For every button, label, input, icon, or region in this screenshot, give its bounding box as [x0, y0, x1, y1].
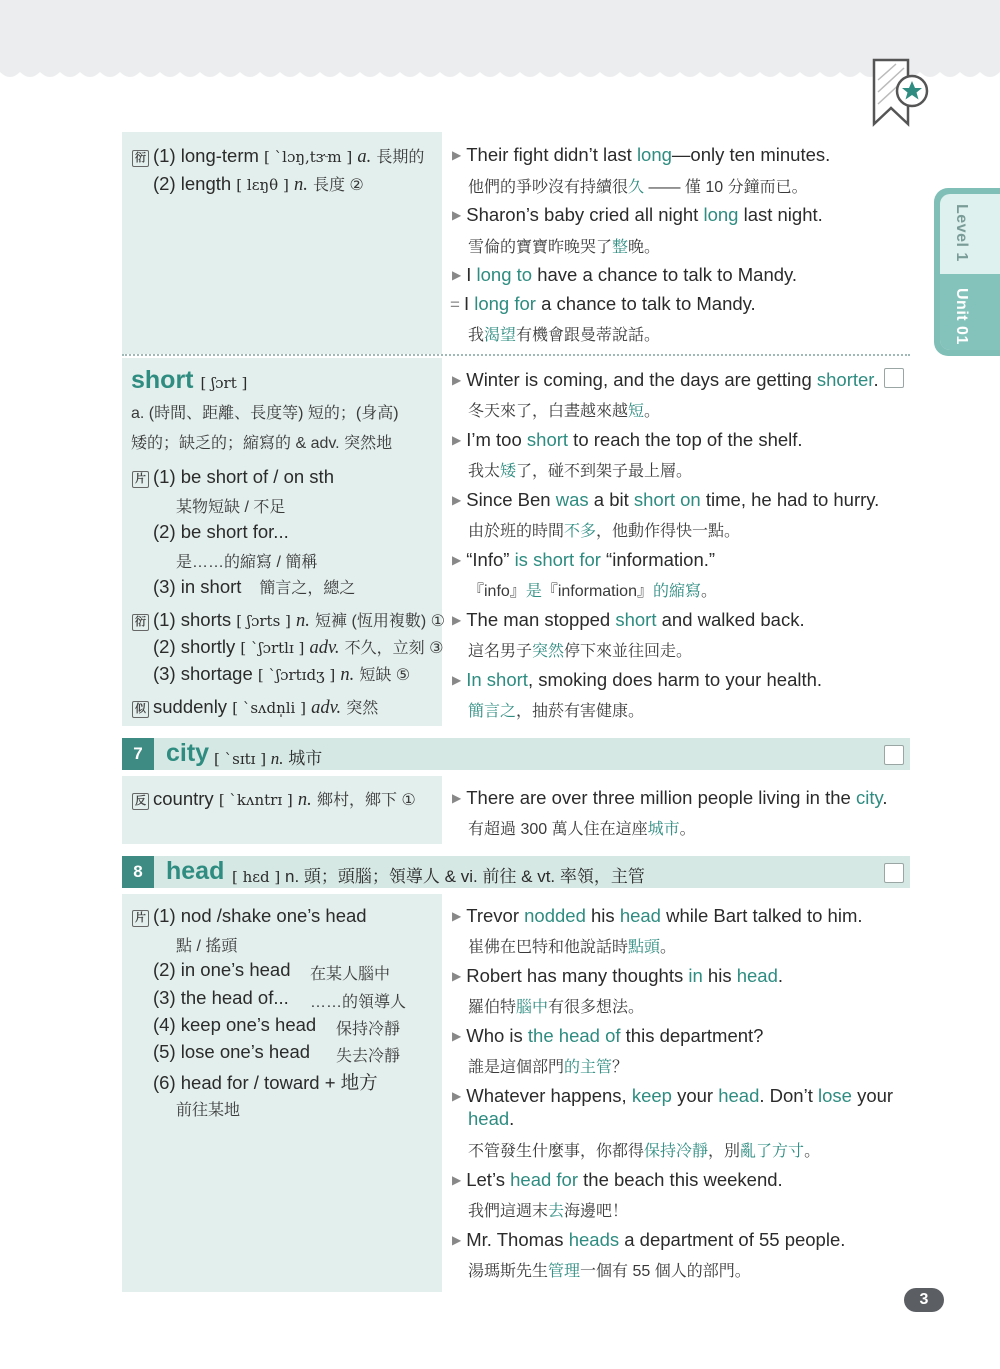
head-definition: [ hɛd ] n. 頭；頭腦；領導人 & vi. 前往 & vt. 率領，主管 — [232, 867, 645, 886]
equals-icon: = — [450, 295, 460, 314]
bullet-triangle-icon: ▶ — [452, 673, 462, 687]
city-definition: [ ˋsɪtɪ ] n. 城市 — [214, 749, 323, 768]
bullet-triangle-icon: ▶ — [452, 613, 462, 627]
phrase-line: 片 (1) be short of / on sth — [132, 466, 334, 488]
example-sentence: ▶ Mr. Thomas heads a department of 55 people. — [452, 1229, 846, 1250]
phrase-line: (3) the head of... — [153, 987, 289, 1008]
deriv-line: 衍 (1) shorts [ ʃɔrts ] n. 短褲 (恆用複數) ① — [132, 608, 445, 632]
phrase-line: (4) keep one’s head — [153, 1014, 317, 1035]
example-sentence-equivalent: = I long for a chance to talk to Mandy. — [450, 293, 756, 314]
memorized-checkbox[interactable] — [884, 863, 904, 883]
page-number: 3 — [904, 1288, 944, 1312]
bullet-triangle-icon: ▶ — [452, 791, 462, 805]
bullet-triangle-icon: ▶ — [452, 148, 462, 162]
phrase-meaning: 失去冷靜 — [336, 1048, 401, 1065]
example-sentence: ▶ Sharon’s baby cried all night long last night. — [452, 204, 823, 225]
example-translation: 由於班的時間不多，他動作得快一點。 — [468, 523, 741, 540]
example-translation: 羅伯特腦中有很多想法。 — [468, 999, 645, 1016]
phrase-meaning: ……的領導人 — [310, 994, 407, 1011]
phrase-meaning: 在某人腦中 — [310, 966, 391, 983]
bullet-triangle-icon: ▶ — [452, 1233, 462, 1247]
antonym-badge: 反 — [132, 793, 149, 810]
example-translation: 誰是這個部門的主管？ — [468, 1059, 629, 1076]
deriv-line: (2) shortly [ ˋʃɔrtlɪ ] adv. 不久，立刻 ③ — [153, 636, 444, 658]
bullet-triangle-icon: ▶ — [452, 1089, 462, 1103]
memorized-checkbox[interactable] — [884, 745, 904, 765]
example-translation: 崔佛在巴特和他說話時點頭。 — [468, 939, 677, 956]
example-sentence: ▶ Winter is coming, and the days are getting shorter. — [452, 369, 879, 390]
section-divider — [122, 354, 910, 356]
example-translation: 不管發生什麼事，你都得保持冷靜，別亂了方寸。 — [468, 1143, 821, 1160]
example-translation: 冬天來了，白晝越來越短。 — [468, 403, 661, 420]
bullet-triangle-icon: ▶ — [452, 1173, 462, 1187]
example-translation: 『info』是『information』的縮寫。 — [468, 583, 718, 600]
entry-header-city — [122, 738, 910, 770]
phrase-line: 片 (1) nod /shake one’s head — [132, 905, 367, 927]
short-definition-2: 矮的；缺乏的；縮寫的 & adv. 突然地 — [131, 435, 393, 452]
example-sentence: ▶ The man stopped short and walked back. — [452, 609, 805, 630]
bullet-triangle-icon: ▶ — [452, 969, 462, 983]
deriv-line-2: (2) length [ lɛŋθ ] n. 長度 ② — [153, 173, 364, 195]
example-sentence: ▶ Let’s head for the beach this weekend. — [452, 1169, 783, 1190]
headword-city: city — [166, 739, 210, 767]
synonym-badge: 似 — [132, 701, 149, 718]
entry-header-head — [122, 856, 910, 888]
deriv-line: (3) shortage [ ˋʃɔrtɪdʒ ] n. 短缺 ⑤ — [153, 663, 411, 685]
example-sentence: ▶ Robert has many thoughts in his head. — [452, 965, 784, 986]
headword-short: short [ ʃɔrt ] — [131, 366, 248, 394]
phrase-line: (6) head for / toward + 地方 — [153, 1072, 378, 1093]
example-sentence: ▶ Since Ben was a bit short on time, he had to hurry. — [452, 489, 880, 510]
phrase-badge: 片 — [132, 910, 149, 927]
example-translation: 簡言之，抽菸有害健康。 — [468, 703, 645, 720]
example-translation: 雪倫的寶寶昨晚哭了整晚。 — [468, 239, 661, 256]
example-sentence: ▶ I long to have a chance to talk to Mandy. — [452, 264, 798, 285]
example-sentence: ▶ Whatever happens, keep your head. Don’t lose your — [452, 1085, 894, 1106]
phrase-line: (5) lose one’s head — [153, 1041, 311, 1062]
bullet-triangle-icon: ▶ — [452, 553, 462, 567]
example-sentence: ▶ There are over three million people living in the city. — [452, 787, 888, 808]
synonym-line: 似 suddenly [ ˋsʌdn̩li ] adv. 突然 — [132, 695, 378, 719]
entry-number: 7 — [122, 738, 154, 770]
phrase-meaning: 前往某地 — [176, 1102, 241, 1119]
phrase-badge: 片 — [132, 471, 149, 488]
phrase-meaning: 點 / 搖頭 — [176, 938, 238, 955]
bullet-triangle-icon: ▶ — [452, 1029, 462, 1043]
phrase-meaning: 保持冷靜 — [336, 1021, 401, 1038]
example-sentence: ▶ Their fight didn’t last long—only ten minutes. — [452, 144, 831, 165]
bullet-triangle-icon: ▶ — [452, 493, 462, 507]
example-sentence: ▶ In short, smoking does harm to your health. — [452, 669, 823, 690]
phrase-line: (2) be short for... — [153, 521, 289, 542]
phrase-meaning: 某物短缺 / 不足 — [176, 499, 286, 516]
example-translation: 他們的爭吵沒有持續很久 —— 僅 10 分鐘而已。 — [468, 179, 808, 196]
example-sentence: ▶ Trevor nodded his head while Bart talked to him. — [452, 905, 863, 926]
example-translation: 我太矮了，碰不到架子最上層。 — [468, 463, 693, 480]
example-translation: 有超過 300 萬人住在這座城市。 — [468, 821, 696, 838]
deriv-badge: 衍 — [132, 150, 149, 167]
headword-head: head — [166, 857, 225, 885]
deriv-line-1: 衍 (1) long-term [ ˋlɔŋ,tɝm ] a. 長期的 — [132, 144, 424, 168]
level-unit-tab[interactable] — [934, 188, 1000, 356]
bullet-triangle-icon: ▶ — [452, 433, 462, 447]
bullet-triangle-icon: ▶ — [452, 373, 462, 387]
example-translation: 這名男子突然停下來並往回走。 — [468, 643, 693, 660]
unit-label: Unit 01 — [953, 288, 970, 345]
entry-number: 8 — [122, 856, 154, 888]
phrase-meaning: 是……的縮寫 / 簡稱 — [176, 554, 318, 571]
example-sentence: ▶ I’m too short to reach the top of the shelf. — [452, 429, 803, 450]
example-sentence-cont: head. — [468, 1108, 515, 1129]
level-label: Level 1 — [953, 204, 970, 262]
phrase-line: (3) in short 簡言之，總之 — [153, 576, 356, 597]
antonym-line: 反 country [ ˋkʌntrɪ ] n. 鄉村，鄉下 ① — [132, 787, 416, 811]
memorized-checkbox[interactable] — [884, 368, 904, 388]
short-definition-1: a. (時間、距離、長度等) 短的；(身高) — [131, 405, 399, 422]
example-translation: 我們這週末去海邊吧！ — [468, 1203, 629, 1220]
deriv-badge: 衍 — [132, 614, 149, 631]
example-sentence: ▶ Who is the head of this department? — [452, 1025, 764, 1046]
example-translation: 湯瑪斯先生管理一個有 55 個人的部門。 — [468, 1263, 751, 1280]
phrase-line: (2) in one’s head — [153, 959, 291, 980]
example-translation: 我渴望有機會跟曼蒂說話。 — [468, 327, 661, 344]
bullet-triangle-icon: ▶ — [452, 909, 462, 923]
example-sentence: ▶ “Info” is short for “information.” — [452, 549, 716, 570]
bullet-triangle-icon: ▶ — [452, 268, 462, 282]
bullet-triangle-icon: ▶ — [452, 208, 462, 222]
scalloped-edge — [0, 62, 1000, 84]
bookmark-star-icon — [868, 58, 934, 128]
